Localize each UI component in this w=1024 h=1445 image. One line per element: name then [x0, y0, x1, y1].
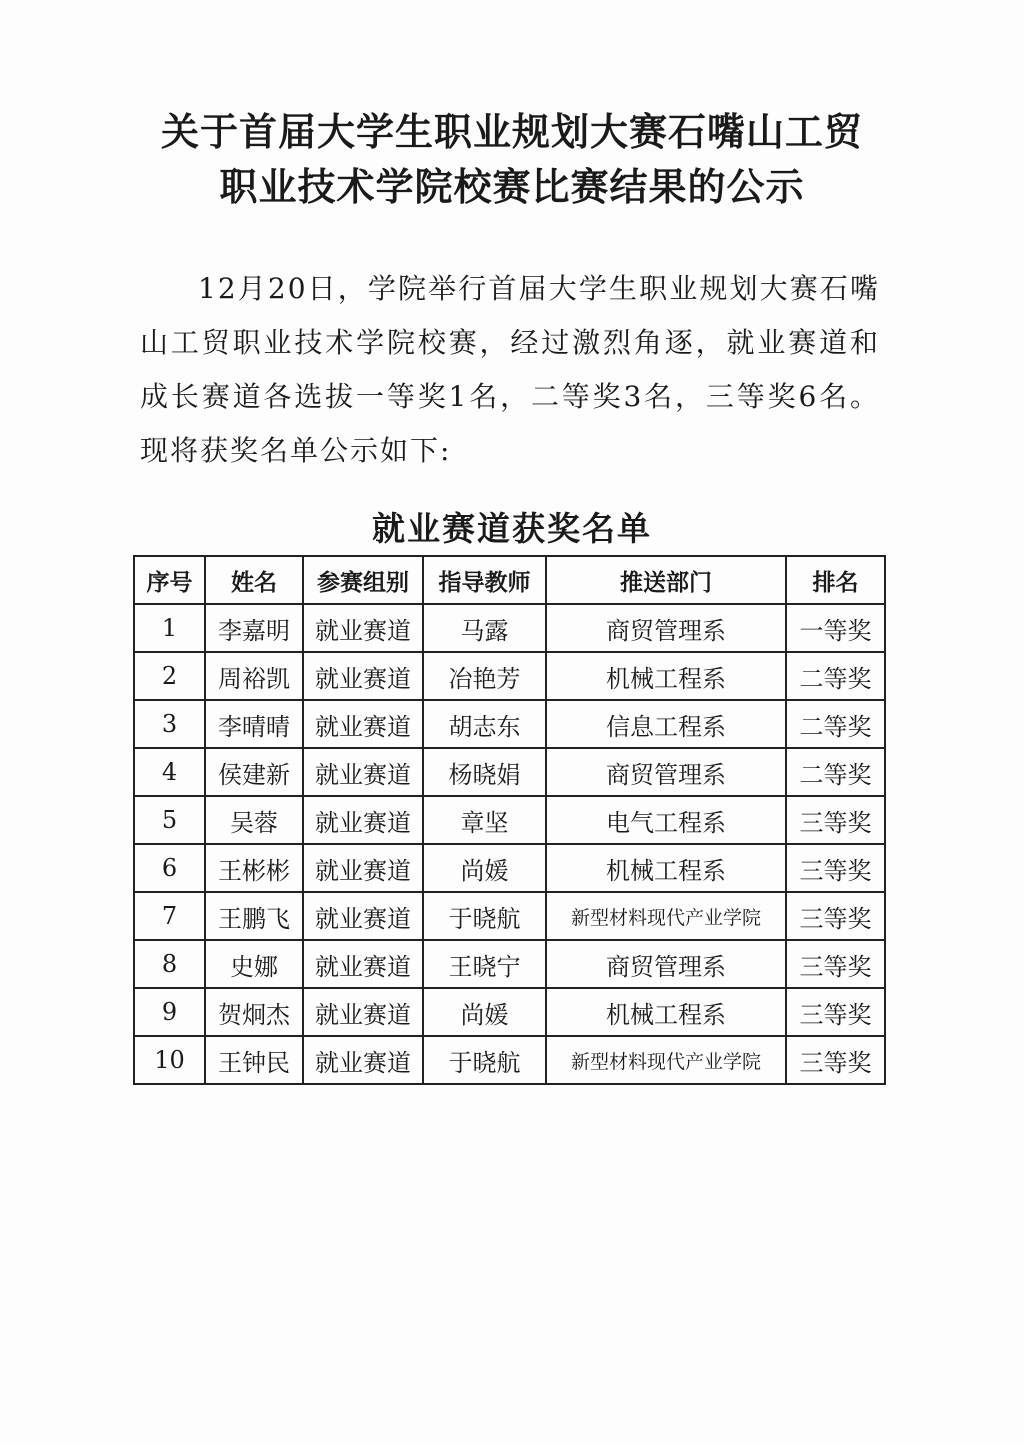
header-rank: 排名	[786, 556, 885, 604]
cell-teacher: 王晓宁	[423, 940, 546, 988]
document-title-line-1: 关于首届大学生职业规划大赛石嘴山工贸	[160, 110, 863, 154]
cell-no: 1	[134, 604, 205, 652]
cell-no: 2	[134, 652, 205, 700]
cell-teacher: 马露	[423, 604, 546, 652]
cell-dept: 信息工程系	[546, 700, 786, 748]
cell-teacher: 胡志东	[423, 700, 546, 748]
cell-teacher: 章坚	[423, 796, 546, 844]
cell-name: 侯建新	[205, 748, 303, 796]
cell-rank: 三等奖	[786, 844, 885, 892]
cell-teacher: 于晓航	[423, 1036, 546, 1084]
cell-rank: 二等奖	[786, 700, 885, 748]
cell-no: 4	[134, 748, 205, 796]
cell-dept: 新型材料现代产业学院	[546, 1036, 786, 1084]
cell-group: 就业赛道	[303, 700, 423, 748]
cell-group: 就业赛道	[303, 892, 423, 940]
table-row	[134, 652, 885, 700]
cell-rank: 三等奖	[786, 940, 885, 988]
cell-group: 就业赛道	[303, 796, 423, 844]
cell-name: 吴蓉	[205, 796, 303, 844]
cell-no: 8	[134, 940, 205, 988]
cell-teacher: 于晓航	[423, 892, 546, 940]
cell-rank: 三等奖	[786, 1036, 885, 1084]
cell-name: 周裕凯	[205, 652, 303, 700]
cell-name: 李嘉明	[205, 604, 303, 652]
cell-name: 王钟民	[205, 1036, 303, 1084]
cell-rank: 三等奖	[786, 988, 885, 1036]
table-row	[134, 604, 885, 652]
cell-no: 6	[134, 844, 205, 892]
cell-name: 王彬彬	[205, 844, 303, 892]
cell-rank: 三等奖	[786, 892, 885, 940]
header-no: 序号	[134, 556, 205, 604]
cell-group: 就业赛道	[303, 844, 423, 892]
table-row	[134, 1036, 885, 1084]
cell-dept: 新型材料现代产业学院	[546, 892, 786, 940]
cell-dept: 商贸管理系	[546, 748, 786, 796]
table-row	[134, 700, 885, 748]
cell-no: 10	[134, 1036, 205, 1084]
cell-teacher: 尚媛	[423, 988, 546, 1036]
cell-dept: 商贸管理系	[546, 940, 786, 988]
cell-rank: 二等奖	[786, 748, 885, 796]
cell-group: 就业赛道	[303, 988, 423, 1036]
cell-group: 就业赛道	[303, 940, 423, 988]
cell-group: 就业赛道	[303, 748, 423, 796]
intro-paragraph: 12月20日，学院举行首届大学生职业规划大赛石嘴山工贸职业技术学院校赛，经过激烈角逐，就业赛道和成长赛道各选拔一等奖1名，二等奖3名，三等奖6名。现将获奖名单公示如下:	[140, 272, 880, 467]
cell-rank: 三等奖	[786, 796, 885, 844]
table-row	[134, 892, 885, 940]
cell-dept: 电气工程系	[546, 796, 786, 844]
cell-teacher: 杨晓娟	[423, 748, 546, 796]
cell-rank: 二等奖	[786, 652, 885, 700]
table-header-row	[134, 556, 885, 604]
cell-name: 贺炯杰	[205, 988, 303, 1036]
cell-name: 王鹏飞	[205, 892, 303, 940]
header-group: 参赛组别	[303, 556, 423, 604]
awards-table	[133, 555, 886, 1085]
cell-no: 3	[134, 700, 205, 748]
cell-no: 9	[134, 988, 205, 1036]
table-row	[134, 940, 885, 988]
cell-group: 就业赛道	[303, 1036, 423, 1084]
table-row	[134, 988, 885, 1036]
cell-dept: 机械工程系	[546, 844, 786, 892]
header-dept: 推送部门	[546, 556, 786, 604]
cell-group: 就业赛道	[303, 652, 423, 700]
cell-rank: 一等奖	[786, 604, 885, 652]
cell-no: 7	[134, 892, 205, 940]
cell-name: 李晴晴	[205, 700, 303, 748]
table-row	[134, 796, 885, 844]
cell-teacher: 尚媛	[423, 844, 546, 892]
cell-dept: 机械工程系	[546, 652, 786, 700]
table-title: 就业赛道获奖名单	[372, 509, 652, 548]
table-row	[134, 844, 885, 892]
cell-no: 5	[134, 796, 205, 844]
cell-dept: 商贸管理系	[546, 604, 786, 652]
cell-name: 史娜	[205, 940, 303, 988]
header-name: 姓名	[205, 556, 303, 604]
cell-teacher: 冶艳芳	[423, 652, 546, 700]
table-row	[134, 748, 885, 796]
cell-group: 就业赛道	[303, 604, 423, 652]
header-teacher: 指导教师	[423, 556, 546, 604]
document-title-line-2: 职业技术学院校赛比赛结果的公示	[219, 165, 805, 209]
cell-dept: 机械工程系	[546, 988, 786, 1036]
